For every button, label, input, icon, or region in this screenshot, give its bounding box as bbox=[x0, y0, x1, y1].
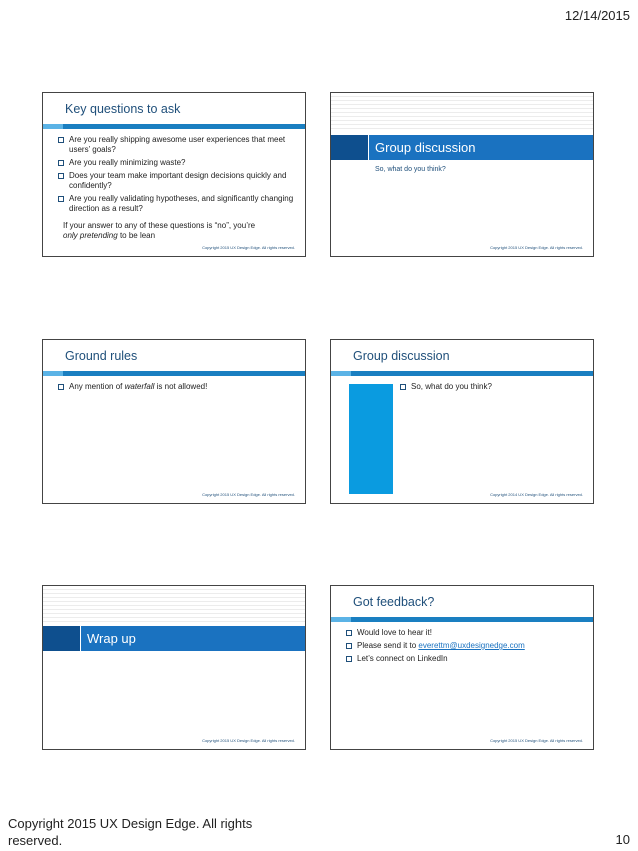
slide-got-feedback bbox=[330, 585, 594, 750]
checkbox-bullet-icon bbox=[58, 384, 64, 390]
page-date: 12/14/2015 bbox=[564, 8, 630, 23]
slide-copyright: Copyright 2015 UX Design Edge. All rights reserved. bbox=[490, 738, 583, 743]
title-bar bbox=[331, 617, 593, 622]
checkbox-bullet-icon bbox=[58, 137, 64, 143]
slide-ground-rules bbox=[42, 339, 306, 504]
slide-group-discussion-section bbox=[330, 92, 594, 257]
section-accent bbox=[331, 135, 369, 160]
checkbox-bullet-icon bbox=[400, 384, 406, 390]
slide-title: Group discussion bbox=[353, 349, 450, 363]
slide-copyright: Copyright 2015 UX Design Edge. All rights reserved. bbox=[490, 245, 583, 250]
checkbox-bullet-icon bbox=[58, 173, 64, 179]
list-item: Would love to hear it! bbox=[345, 628, 585, 638]
section-subtitle: So, what do you think? bbox=[375, 166, 446, 173]
list-item: Are you really minimizing waste? bbox=[57, 158, 297, 168]
slide-title: Key questions to ask bbox=[65, 102, 181, 116]
checkbox-bullet-icon bbox=[346, 630, 352, 636]
slide-copyright: Copyright 2015 UX Design Edge. All rights reserved. bbox=[202, 492, 295, 497]
bullet-list bbox=[57, 382, 297, 395]
title-bar bbox=[43, 371, 305, 376]
email-link[interactable]: everettm@uxdesignedge.com bbox=[418, 641, 525, 650]
section-accent bbox=[43, 626, 81, 651]
section-title: Group discussion bbox=[375, 140, 476, 155]
slide-group-discussion bbox=[330, 339, 594, 504]
list-item: So, what do you think? bbox=[399, 382, 585, 392]
title-bar bbox=[43, 124, 305, 129]
title-bar bbox=[331, 371, 593, 376]
bullet-list bbox=[57, 135, 297, 217]
checkbox-bullet-icon bbox=[346, 643, 352, 649]
decorative-lines bbox=[331, 93, 593, 129]
list-item: Are you really shipping awesome user experiences that meet users’ goals? bbox=[57, 135, 297, 155]
bullet-list bbox=[399, 382, 585, 395]
section-title: Wrap up bbox=[87, 631, 136, 646]
list-item: Any mention of waterfall is not allowed! bbox=[57, 382, 297, 392]
slide-wrap-up-section bbox=[42, 585, 306, 750]
page-number: 10 bbox=[615, 832, 630, 847]
slide-key-questions bbox=[42, 92, 306, 257]
slide-title: Ground rules bbox=[65, 349, 138, 363]
slide-copyright: Copyright 2014 UX Design Edge. All rights reserved. bbox=[490, 492, 583, 497]
checkbox-bullet-icon bbox=[346, 656, 352, 662]
slide-copyright: Copyright 2015 UX Design Edge. All rights reserved. bbox=[202, 245, 295, 250]
slide-copyright: Copyright 2015 UX Design Edge. All rights reserved. bbox=[202, 738, 295, 743]
blue-panel bbox=[349, 384, 393, 494]
list-item: Let’s connect on LinkedIn bbox=[345, 654, 585, 664]
list-item: Please send it to everettm@uxdesignedge.com bbox=[345, 641, 585, 651]
decorative-lines bbox=[43, 586, 305, 622]
list-item: Are you really validating hypotheses, and significantly changing direction as a result? bbox=[57, 194, 297, 214]
bullet-list bbox=[345, 628, 585, 667]
closing-statement: If your answer to any of these questions is “no”, you’re only pretending to be lean bbox=[63, 221, 256, 240]
list-item: Does your team make important design decisions quickly and confidently? bbox=[57, 171, 297, 191]
section-bar bbox=[43, 626, 305, 651]
checkbox-bullet-icon bbox=[58, 160, 64, 166]
checkbox-bullet-icon bbox=[58, 196, 64, 202]
page-footer: Copyright 2015 UX Design Edge. All rights reserved. bbox=[8, 816, 253, 848]
slide-title: Got feedback? bbox=[353, 595, 435, 609]
